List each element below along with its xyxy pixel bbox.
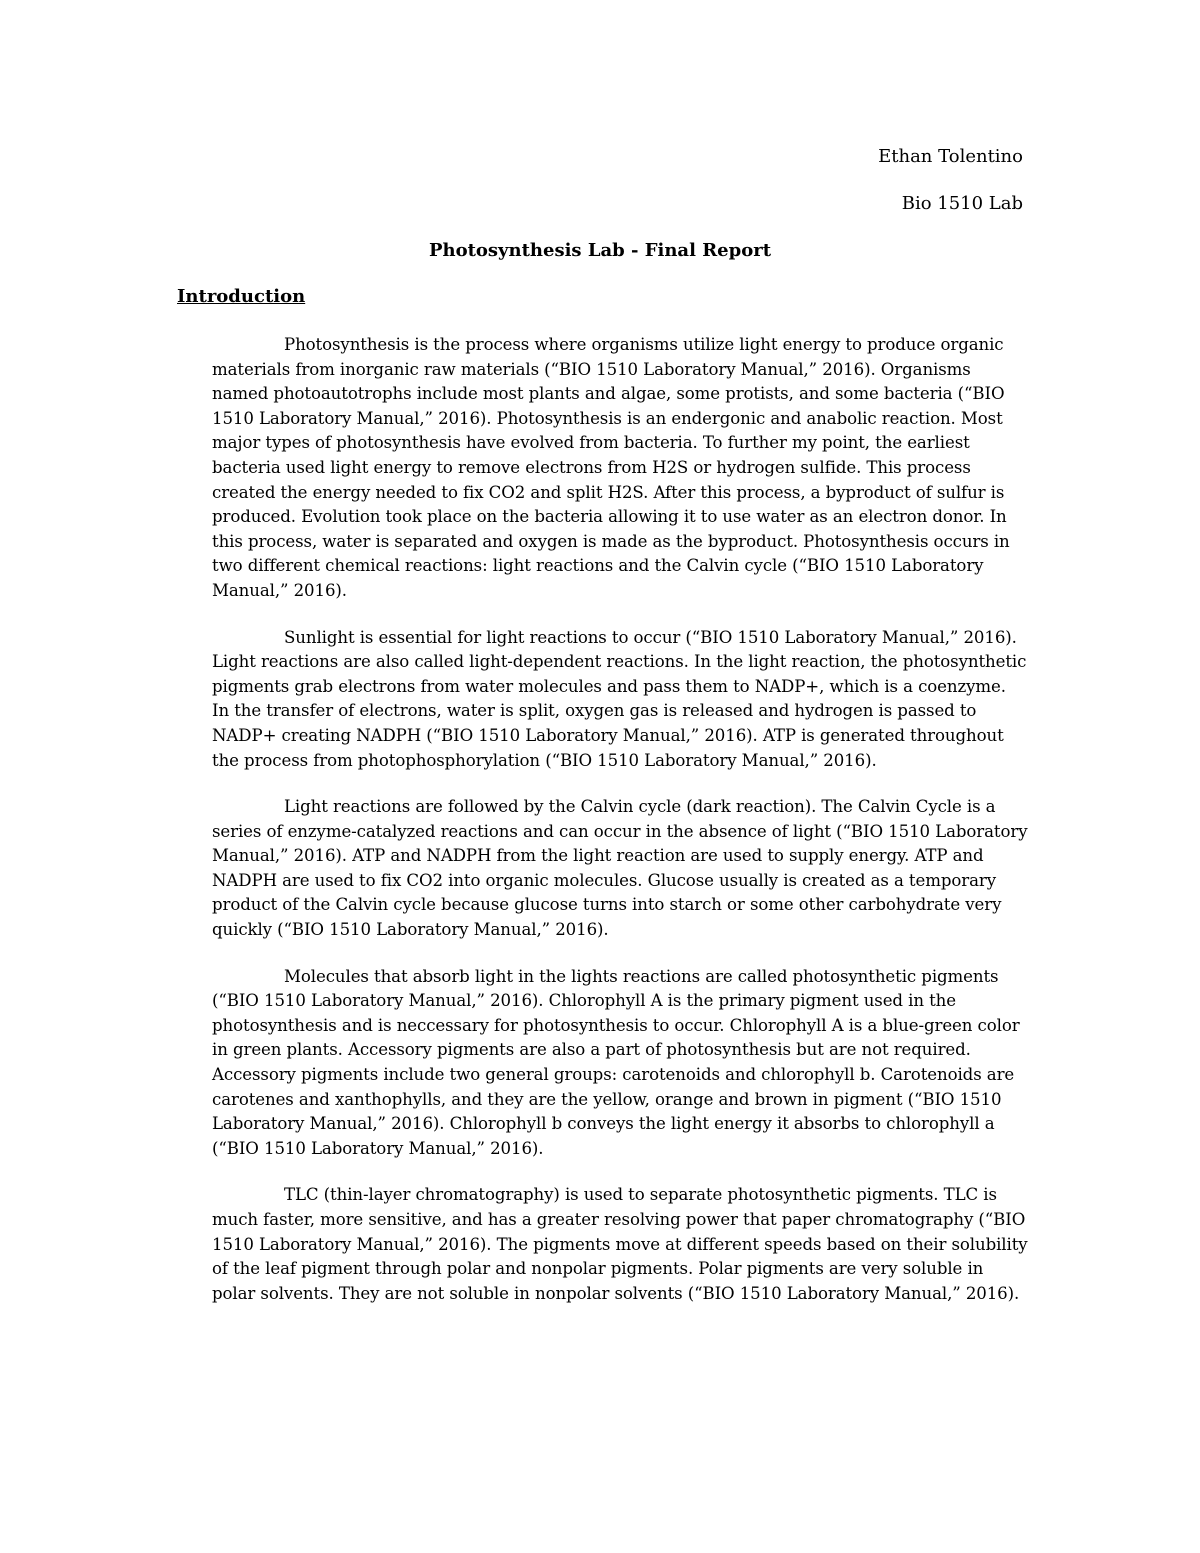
paragraph-calvin-cycle: Light reactions are followed by the Calvin cycle (dark reaction). The Calvin Cycle is a series of enzyme-catalyzed reactions and can occur in the absence of light (“BIO 1510 Laboratory Manual,” 2016). ATP and NADPH from the light reaction are used to supply energy. ATP and NADPH are used to fix CO2 into organic molecules. Glucose usually is created as a temporary product of the Calvin cycle because glucose turns into starch or some other carbohydrate very quickly (“BIO 1510 Laboratory Manual,” 2016). — [212, 797, 1028, 940]
document-body — [212, 333, 1028, 1328]
paragraph-pigments: Molecules that absorb light in the lights reactions are called photosynthetic pigments (“BIO 1510 Laboratory Manual,” 2016). Chlorophyll A is the primary pigment used in the photosynthesis and is neccessary for photosynthesis to occur. Chlorophyll A is a blue-green color in green plants. Accessory pigments are also a part of photosynthesis but are not required. Accessory pigments include two general groups: carotenoids and chlorophyll b. Carotenoids are carotenes and xanthophylls, and they are the yellow, orange and brown in pigment (“BIO 1510 Laboratory Manual,” 2016). Chlorophyll b conveys the light energy it absorbs to chlorophyll a (“BIO 1510 Laboratory Manual,” 2016). — [212, 966, 1020, 1158]
paragraph-photosynthesis-overview: Photosynthesis is the process where organisms utilize light energy to produce organic materials from inorganic raw materials (“BIO 1510 Laboratory Manual,” 2016). Organisms named photoautotrophs include most plants and algae, some protists, and some bacteria (“BIO 1510 Laboratory Manual,” 2016). Photosynthesis is an endergonic and anabolic reaction. Most major types of photosynthesis have evolved from bacteria. To further my point, the earliest bacteria used light energy to remove electrons from H2S or hydrogen sulfide. This process created the energy needed to fix CO2 and split H2S. After this process, a byproduct of sulfur is produced. Evolution took place on the bacteria allowing it to use water as an electron donor. In this process, water is separated and oxygen is made as the byproduct. Photosynthesis occurs in two different chemical reactions: light reactions and the Calvin cycle (“BIO 1510 Laboratory Manual,” 2016). — [212, 335, 1010, 600]
paragraph-light-reactions: Sunlight is essential for light reactions to occur (“BIO 1510 Laboratory Manual,” 2016). Light reactions are also called light-dependent reactions. In the light reaction, the photosynthetic pigments grab electrons from water molecules and pass them to NADP+, which is a coenzyme. In the transfer of electrons, water is split, oxygen gas is released and hydrogen is passed to NADP+ creating NADPH (“BIO 1510 Laboratory Manual,” 2016). ATP is generated throughout the process from photophosphorylation (“BIO 1510 Laboratory Manual,” 2016). — [212, 627, 1027, 770]
paragraph-tlc: TLC (thin-layer chromatography) is used to separate photosynthetic pigments. TLC is much faster, more sensitive, and has a greater resolving power that paper chromatography (“BIO 1510 Laboratory Manual,” 2016). The pigments move at different speeds based on their solubility of the leaf pigment through polar and nonpolar pigments. Polar pigments are very soluble in polar solvents. They are not soluble in nonpolar solvents (“BIO 1510 Laboratory Manual,” 2016). — [212, 1185, 1028, 1303]
course-name: Bio 1510 Lab — [901, 193, 1023, 214]
section-heading-introduction: Introduction — [177, 286, 306, 307]
document-title: Photosynthesis Lab - Final Report — [428, 240, 772, 261]
author-name: Ethan Tolentino — [878, 146, 1023, 167]
